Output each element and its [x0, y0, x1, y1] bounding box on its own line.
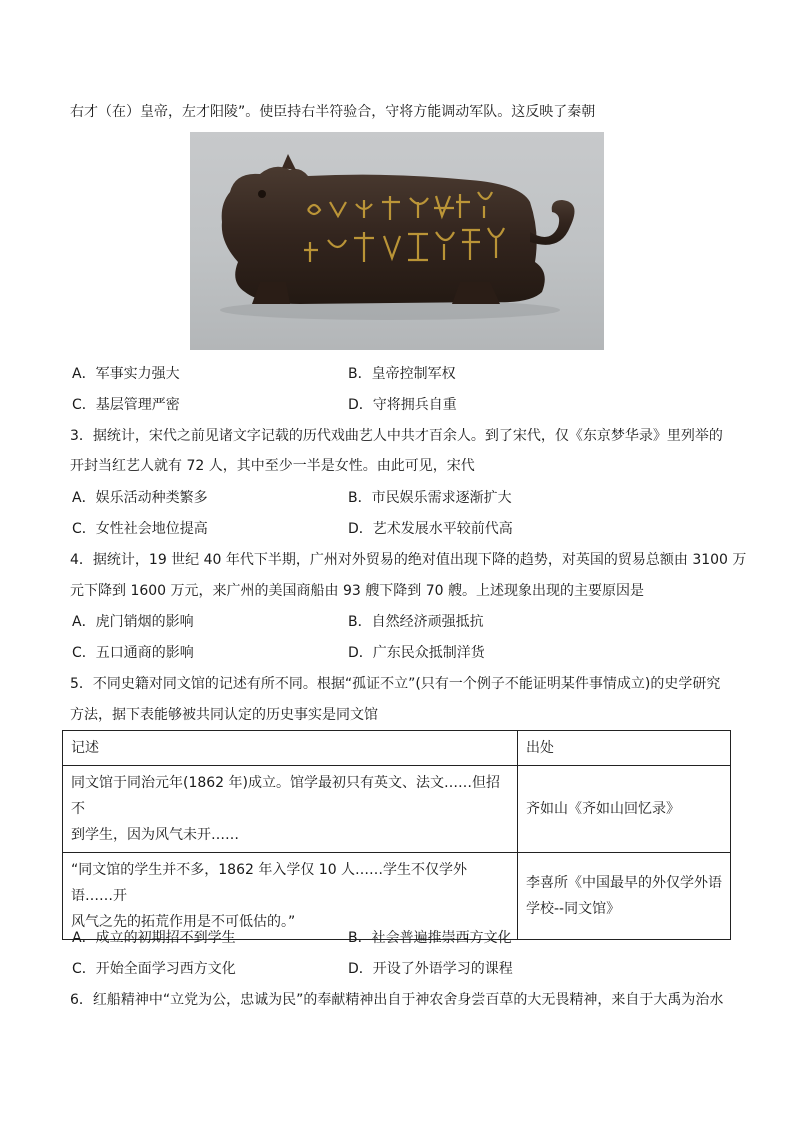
table-cell-source [518, 766, 731, 853]
tiger-tally-image [190, 132, 604, 350]
table-header-record: 记述 [63, 731, 518, 766]
source-line: 齐如山《齐如山回忆录》 [526, 801, 680, 817]
q2-option-c[interactable]: C．基层管理严密 [72, 397, 180, 413]
q5-stem-line-2: 方法，据下表能够被共同认定的历史事实是同文馆 [70, 707, 378, 723]
q3-stem-line-1: 3．据统计，宋代之前见诸文字记载的历代戏曲艺人中共才百余人。到了宋代，仅《东京梦华录》里列举的 [70, 428, 723, 444]
table-header-source: 出处 [518, 731, 731, 766]
tiger-tally-photo [190, 132, 604, 350]
q4-option-d[interactable]: D．广东民众抵制洋货 [348, 645, 485, 661]
q3-option-b[interactable]: B．市民娱乐需求逐渐扩大 [348, 490, 512, 506]
record-line: 同文馆于同治元年(1862 年)成立。馆学最初只有英文、法文……但招不 [71, 775, 501, 817]
q2-option-a[interactable]: A．军事实力强大 [72, 366, 180, 382]
source-line: 李喜所《中国最早的外仅学外语 [526, 875, 722, 891]
q5-source-table [62, 730, 731, 940]
record-line: 风气之先的拓荒作用是不可低估的。” [71, 914, 296, 930]
q3-stem-line-2: 开封当红艺人就有 72 人，其中至少一半是女性。由此可见，宋代 [70, 458, 475, 474]
record-line: 到学生，因为风气未开…… [71, 827, 239, 843]
q4-option-b[interactable]: B．自然经济顽强抵抗 [348, 614, 484, 630]
q5-option-d[interactable]: D．开设了外语学习的课程 [348, 961, 513, 977]
q4-option-c[interactable]: C．五口通商的影响 [72, 645, 194, 661]
table-row [63, 766, 731, 853]
q5-stem-line-1: 5．不同史籍对同文馆的记述有所不同。根据“孤证不立”(只有一个例子不能证明某件事情成立)的史学研究 [70, 676, 721, 692]
q3-option-c[interactable]: C．女性社会地位提高 [72, 521, 208, 537]
q3-option-a[interactable]: A．娱乐活动种类繁多 [72, 490, 208, 506]
table-cell-record [63, 853, 518, 940]
q2-option-b[interactable]: B．皇帝控制军权 [348, 366, 456, 382]
table-header-row [63, 731, 731, 766]
question-2-stem-end: 右才（在）皇帝，左才阳陵”。使臣持右半符验合，守将方能调动军队。这反映了秦朝 [70, 104, 596, 120]
table-cell-record [63, 766, 518, 853]
q4-option-a[interactable]: A．虎门销烟的影响 [72, 614, 194, 630]
q6-stem-line-1: 6．红船精神中“立党为公，忠诚为民”的奉献精神出自于神农舍身尝百草的大无畏精神，来自于大禹为治水 [70, 992, 724, 1008]
record-line: “同文馆的学生并不多，1862 年入学仅 10 人……学生不仅学外语……开 [71, 862, 468, 904]
q5-option-a[interactable]: A．成立的初期招不到学生 [72, 930, 236, 946]
source-line: 学校--同文馆》 [526, 901, 621, 917]
q4-stem-line-2: 元下降到 1600 万元，来广州的美国商船由 93 艘下降到 70 艘。上述现象出现的主要原因是 [70, 583, 644, 599]
q3-option-d[interactable]: D．艺术发展水平较前代高 [348, 521, 513, 537]
q2-option-d[interactable]: D．守将拥兵自重 [348, 397, 457, 413]
q4-stem-line-1: 4．据统计，19 世纪 40 年代下半期，广州对外贸易的绝对值出现下降的趋势，对英国的贸易总额由 3100 万 [70, 552, 747, 568]
q5-option-c[interactable]: C．开始全面学习西方文化 [72, 961, 236, 977]
table-row [63, 853, 731, 940]
q5-option-b[interactable]: B．社会普遍推崇西方文化 [348, 930, 512, 946]
table-cell-source [518, 853, 731, 940]
